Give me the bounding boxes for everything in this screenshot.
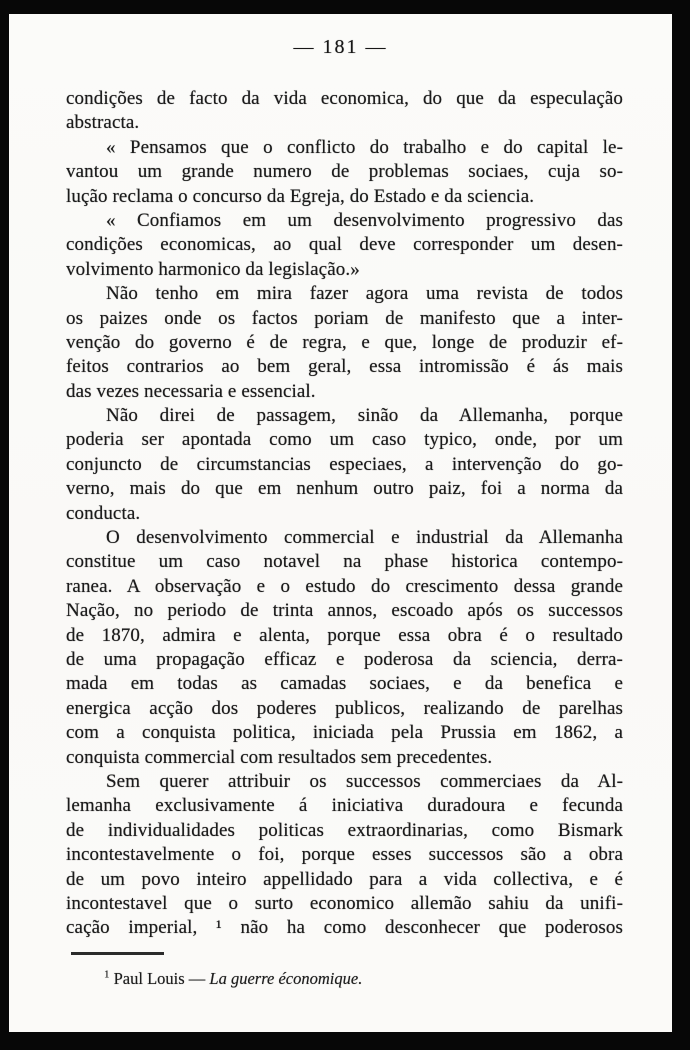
text-line: lemanha exclusivamente á iniciativa duradoura e fecunda xyxy=(66,795,623,817)
text-line: de um povo inteiro appellidado para a vida collectiva, e é xyxy=(66,868,623,890)
footnote-author: Paul Louis — xyxy=(109,969,210,988)
text-line: de individualidades politicas extraordinarias, como Bismark xyxy=(66,819,623,841)
text-line: O desenvolvimento commercial e industrial da Allemanha xyxy=(106,527,623,549)
page-number: — 181 — xyxy=(293,36,388,58)
text-line: verno, mais do que em nenhum outro paiz, foi a norma da xyxy=(66,478,623,500)
text-line: incontestavelmente o foi, porque esses successos são a obra xyxy=(66,844,623,866)
text-line: conducta. xyxy=(66,502,141,524)
text-line: volvimento harmonico da legislação.» xyxy=(66,258,360,280)
text-line: incontestavel que o surto economico allemão sahiu da unifi- xyxy=(66,892,623,914)
text-line: Não direi de passagem, sinão da Allemanha, porque xyxy=(106,405,623,427)
text-line: vantou um grande numero de problemas sociaes, cuja so- xyxy=(66,161,623,183)
footnote-title: La guerre économique. xyxy=(209,969,363,988)
text-line: condições de facto da vida economica, do que da especulação xyxy=(66,88,623,109)
body-text xyxy=(66,87,623,941)
text-line: os paizes onde os factos poriam de manifesto que a inter- xyxy=(66,307,623,329)
scanned-page xyxy=(9,14,672,1032)
text-line: de uma propagação efficaz e poderosa da sciencia, derra- xyxy=(66,648,623,670)
text-line: constitue um caso notavel na phase historica contempo- xyxy=(66,551,623,573)
footnote xyxy=(104,968,604,990)
footnote-marker: 1 xyxy=(104,968,110,981)
text-line: energica acção dos poderes publicos, realizando de parelhas xyxy=(66,697,623,719)
text-line: mada em todas as camadas sociaes, e da benefica e xyxy=(66,673,623,695)
text-line: ranea. A observação e o estudo do crescimento dessa grande xyxy=(66,575,623,597)
footnote-separator xyxy=(71,952,164,955)
text-line: de 1870, admira e alenta, porque essa obra é o resultado xyxy=(66,624,623,646)
text-line: das vezes necessaria e essencial. xyxy=(66,380,316,402)
text-line: abstracta. xyxy=(66,112,140,134)
text-line: conquista commercial com resultados sem precedentes. xyxy=(66,746,493,768)
text-line: Nação, no periodo de trinta annos, escoado após os successos xyxy=(66,600,623,622)
text-line: com a conquista politica, iniciada pela Prussia em 1862, a xyxy=(66,722,623,744)
text-line: poderia ser apontada como um caso typico, onde, por um xyxy=(66,429,623,451)
text-line: feitos contrarios ao bem geral, essa intromissão é ás mais xyxy=(66,356,623,378)
text-line: « Pensamos que o conflicto do trabalho e do capital le- xyxy=(106,136,623,158)
text-line: conjuncto de circumstancias especiaes, a intervenção do go- xyxy=(66,453,623,475)
text-line: Não tenho em mira fazer agora uma revista de todos xyxy=(106,283,623,305)
text-line: venção do governo é de regra, e que, longe de produzir ef- xyxy=(66,331,623,353)
text-line: cação imperial, ¹ não ha como desconhecer que poderosos xyxy=(66,917,623,939)
text-line: Sem querer attribuir os successos commerciaes da Al- xyxy=(106,770,623,792)
text-line: condições economicas, ao qual deve corresponder um desen- xyxy=(66,234,623,256)
text-line: « Confiamos em um desenvolvimento progressivo das xyxy=(106,209,623,231)
text-line: lução reclama o concurso da Egreja, do Estado e da sciencia. xyxy=(66,185,535,207)
